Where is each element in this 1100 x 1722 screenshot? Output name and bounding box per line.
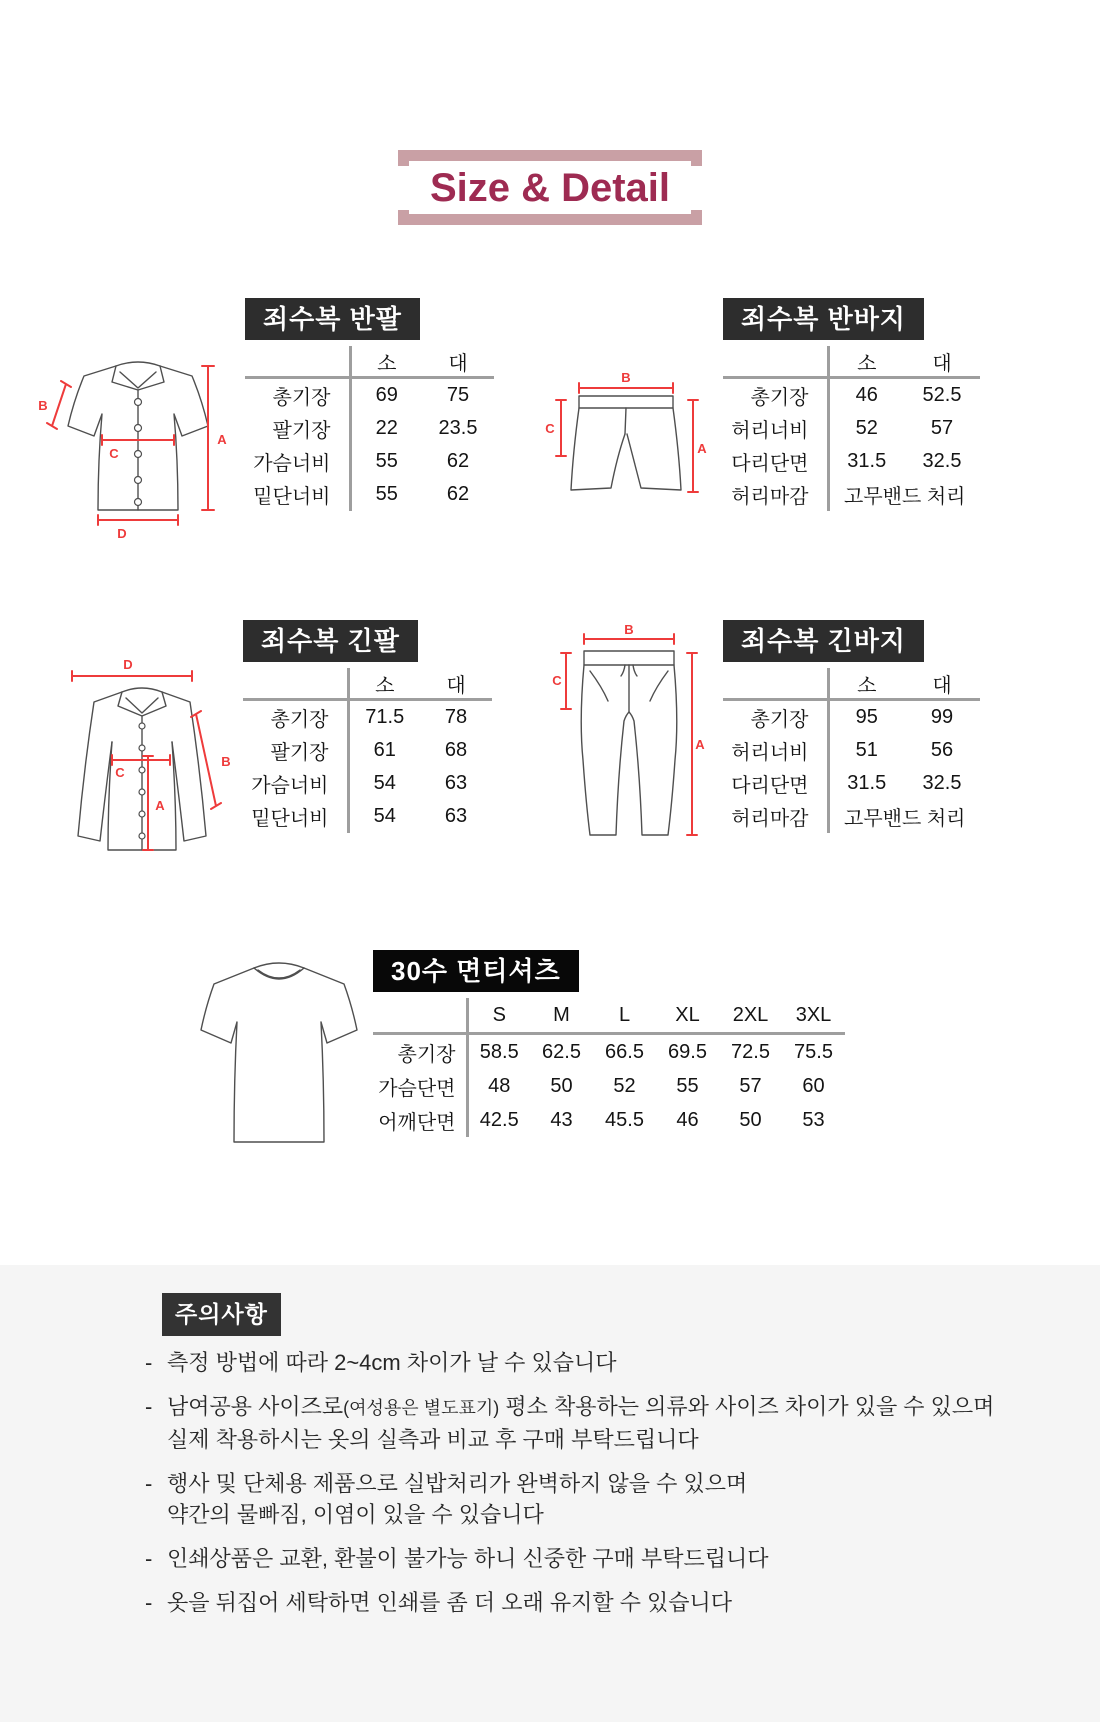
row-value: 22 (350, 412, 422, 445)
size-table-shorts (723, 298, 980, 511)
row-value: 71.5 (348, 700, 420, 735)
row-value: 68 (444, 739, 468, 761)
table-title-shorts: 죄수복 반바지 (723, 298, 924, 340)
row-label: 총기장 (270, 709, 329, 731)
column-header: 대 (904, 668, 980, 700)
measure-label-a: A (217, 432, 227, 447)
column-header: S (467, 998, 530, 1034)
row-label: 가슴단면 (378, 1077, 456, 1100)
row-label: 총기장 (750, 387, 809, 409)
notice-line (145, 1391, 1080, 1424)
row-value: 46 (676, 1108, 699, 1131)
table-title-long-pants: 죄수복 긴바지 (723, 620, 924, 662)
notice-segment: 행사 및 단체용 제품으로 실밥처리가 완벽하지 않을 수 있으며 (167, 1471, 748, 1496)
notice-text (167, 1347, 616, 1378)
size-row (373, 1103, 845, 1137)
row-value: 99 (930, 706, 954, 728)
size-row (723, 445, 980, 478)
notice-list (145, 1347, 1080, 1631)
size-row (245, 478, 494, 511)
column-header: 대 (422, 346, 494, 378)
row-label: 어깨단면 (378, 1111, 456, 1134)
row-value: 72.5 (731, 1040, 770, 1063)
column-header: M (530, 998, 593, 1034)
row-value: 75.5 (794, 1040, 833, 1063)
notice-segment: (여성용은 별도표기) (343, 1398, 500, 1418)
column-header: XL (656, 998, 719, 1034)
row-value: 75 (446, 384, 470, 406)
column-header: L (593, 998, 656, 1034)
row-label: 밑단너비 (251, 808, 329, 830)
shorts-diagram (545, 372, 710, 497)
measure-label-c: C (545, 421, 555, 436)
row-value: 69.5 (668, 1040, 707, 1063)
garment-outline (581, 651, 677, 835)
measure-label-b: B (624, 625, 634, 637)
notice-segment: 약간의 물빠짐, 이염이 있을 수 있습니다 (167, 1502, 544, 1527)
size-row (245, 378, 494, 413)
size-columns-row (243, 668, 492, 700)
row-value: 50 (550, 1074, 573, 1097)
measure-marks (72, 658, 231, 850)
row-value: 57 (739, 1074, 762, 1097)
size-row (245, 412, 494, 445)
garment-outline (68, 362, 208, 510)
row-value: 50 (739, 1108, 762, 1131)
row-value: 51 (828, 734, 904, 767)
size-grid (723, 668, 980, 833)
notice-line (145, 1468, 1080, 1499)
column-header: 3XL (782, 998, 845, 1034)
size-columns-row (373, 998, 845, 1034)
row-value: 55 (676, 1074, 699, 1097)
notice-item (145, 1347, 1080, 1378)
measure-label-d: D (117, 526, 127, 541)
row-value: 31.5 (828, 767, 904, 800)
row-value: 53 (802, 1108, 825, 1131)
row-value: 고무밴드 처리 (828, 478, 980, 511)
row-value: 52 (828, 412, 904, 445)
measure-label-c: C (552, 673, 562, 688)
measure-label-d: D (123, 658, 133, 672)
notice-segment: 측정 방법에 따라 2~4cm 차이가 날 수 있습니다 (167, 1350, 617, 1375)
size-row (373, 1069, 845, 1103)
size-row (373, 1034, 845, 1070)
dash: - (145, 1590, 153, 1615)
notice-section (0, 1265, 1100, 1722)
notice-item (145, 1391, 1080, 1455)
row-value: 57 (930, 417, 954, 439)
row-value: 60 (802, 1074, 825, 1097)
notice-text (167, 1391, 994, 1424)
measure-marks (552, 625, 705, 835)
row-value: 45.5 (605, 1108, 644, 1131)
row-label: 다리단면 (731, 453, 809, 475)
row-label: 총기장 (750, 709, 809, 731)
row-value: 32.5 (922, 772, 962, 794)
column-header: 소 (350, 346, 422, 378)
row-label: 허리너비 (731, 420, 809, 442)
row-value: 23.5 (438, 417, 478, 439)
notice-segment: 인쇄상품은 교환, 환불이 불가능 하니 신중한 구매 부탁드립니다 (167, 1546, 769, 1571)
size-row (723, 734, 980, 767)
size-row (723, 767, 980, 800)
size-grid (243, 668, 492, 833)
column-header: 대 (904, 346, 980, 378)
size-columns-row (723, 346, 980, 378)
row-label: 밑단너비 (253, 486, 331, 508)
size-table-long-pants (723, 620, 980, 833)
size-row (243, 800, 492, 833)
row-value: 55 (350, 445, 422, 478)
short-sleeve-shirt-diagram (38, 348, 238, 543)
notice-line (145, 1499, 1080, 1530)
notice-segment: 평소 착용하는 의류와 사이즈 차이가 있을 수 있으며 (499, 1394, 995, 1419)
size-columns-row (245, 346, 494, 378)
notice-text (167, 1499, 544, 1530)
row-value: 52.5 (922, 384, 962, 406)
notice-segment: 실제 착용하시는 옷의 실측과 비교 후 구매 부탁드립니다 (167, 1427, 699, 1452)
measure-label-b: B (38, 398, 48, 413)
garment-outline (78, 688, 206, 850)
size-row (723, 800, 980, 833)
row-label: 총기장 (272, 387, 331, 409)
notice-line (145, 1587, 1080, 1618)
notice-segment: 남여공용 사이즈로 (167, 1394, 344, 1419)
size-grid (245, 346, 494, 511)
long-pants-diagram (552, 625, 707, 850)
row-label: 총기장 (397, 1043, 456, 1066)
size-grid (373, 998, 845, 1137)
measure-label-c: C (109, 446, 119, 461)
column-header: 2XL (719, 998, 782, 1034)
row-value: 62 (446, 450, 470, 472)
row-value: 31.5 (828, 445, 904, 478)
row-value: 63 (444, 772, 468, 794)
row-value: 54 (348, 800, 420, 833)
row-value: 61 (348, 734, 420, 767)
size-row (723, 700, 980, 735)
row-label: 가슴너비 (251, 775, 329, 797)
measure-label-a: A (695, 737, 705, 752)
row-value: 95 (828, 700, 904, 735)
measure-marks (545, 372, 707, 492)
size-row (243, 734, 492, 767)
garment-outline (571, 396, 681, 490)
measure-label-b: B (621, 372, 631, 385)
size-row (243, 700, 492, 735)
dash (145, 1499, 167, 1530)
row-value: 52 (613, 1074, 636, 1097)
measure-label-b: B (221, 754, 231, 769)
column-header: 소 (828, 668, 904, 700)
row-label: 허리너비 (731, 742, 809, 764)
notice-text (167, 1468, 747, 1499)
dash: - (145, 1546, 153, 1571)
size-row (723, 412, 980, 445)
row-label: 팔기장 (272, 420, 331, 442)
size-grid (723, 346, 980, 511)
size-table-half-sleeve (245, 298, 494, 511)
dash (145, 1424, 167, 1455)
row-value: 58.5 (467, 1034, 530, 1070)
row-value: 고무밴드 처리 (828, 800, 980, 833)
notice-item (145, 1468, 1080, 1530)
dash: - (145, 1350, 153, 1375)
notice-text (167, 1587, 732, 1618)
measure-label-a: A (155, 798, 165, 813)
row-value: 66.5 (605, 1040, 644, 1063)
column-header: 소 (828, 346, 904, 378)
row-value: 43 (550, 1108, 573, 1131)
size-row (723, 378, 980, 413)
measure-label-a: A (697, 441, 707, 456)
table-title-long-sleeve: 죄수복 긴팔 (243, 620, 418, 662)
notice-item (145, 1587, 1080, 1618)
row-value: 55 (350, 478, 422, 511)
row-label: 허리마감 (731, 808, 809, 830)
measure-label-c: C (115, 765, 125, 780)
notice-segment: 옷을 뒤집어 세탁하면 인쇄를 좀 더 오래 유지할 수 있습니다 (167, 1590, 733, 1615)
table-title-half-sleeve: 죄수복 반팔 (245, 298, 420, 340)
row-value: 69 (350, 378, 422, 413)
row-value: 48 (467, 1069, 530, 1103)
notice-title: 주의사항 (162, 1293, 281, 1336)
size-row (723, 478, 980, 511)
row-value: 62 (446, 483, 470, 505)
row-label: 가슴너비 (253, 453, 331, 475)
notice-line (145, 1347, 1080, 1378)
row-value: 42.5 (467, 1103, 530, 1137)
row-value: 46 (828, 378, 904, 413)
column-header: 소 (348, 668, 420, 700)
row-value: 78 (444, 706, 468, 728)
size-row (243, 767, 492, 800)
notice-text (167, 1424, 699, 1455)
size-table-long-sleeve (243, 620, 492, 833)
row-value: 32.5 (922, 450, 962, 472)
size-columns-row (723, 668, 980, 700)
row-label: 허리마감 (731, 486, 809, 508)
size-table-tshirt (373, 950, 845, 1137)
dash: - (145, 1471, 153, 1496)
notice-line (145, 1543, 1080, 1574)
notice-line (145, 1424, 1080, 1455)
row-label: 다리단면 (731, 775, 809, 797)
page-title: Size & Detail (395, 166, 705, 210)
row-label: 팔기장 (270, 742, 329, 764)
notice-item (145, 1543, 1080, 1574)
notice-text (167, 1543, 768, 1574)
row-value: 56 (930, 739, 954, 761)
table-title-tshirt: 30수 면티셔츠 (373, 950, 579, 992)
size-detail-title-box (398, 150, 702, 225)
row-value: 63 (444, 805, 468, 827)
garment-outline (201, 963, 357, 1142)
dash: - (145, 1394, 153, 1419)
row-value: 62.5 (542, 1040, 581, 1063)
t-shirt-diagram (182, 950, 377, 1155)
column-header: 대 (420, 668, 492, 700)
size-row (245, 445, 494, 478)
long-sleeve-shirt-diagram (42, 658, 242, 873)
row-value: 54 (348, 767, 420, 800)
